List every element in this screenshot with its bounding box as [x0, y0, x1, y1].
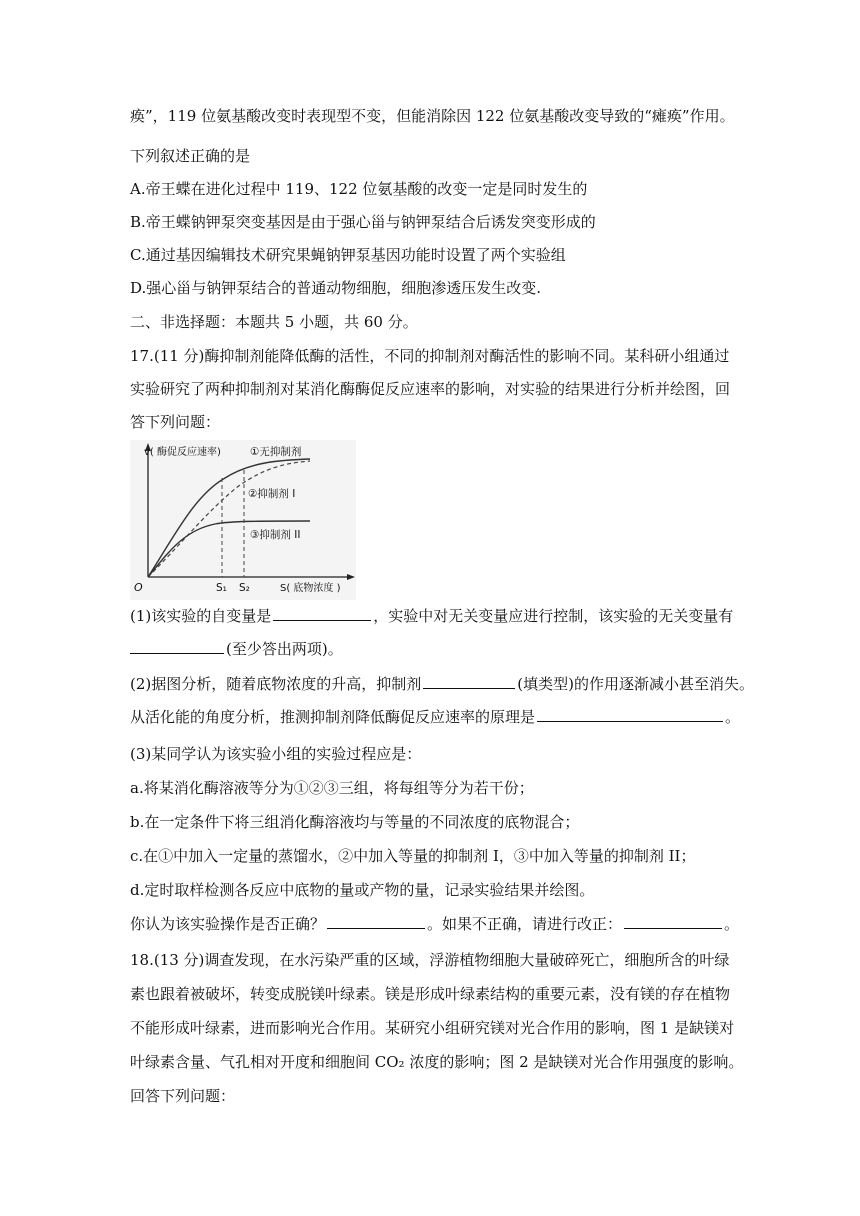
curve-2-label: ②抑制剂 I — [248, 488, 296, 500]
q1-middle: ，实验中对无关变量应进行控制，该实验的无关变量有 — [373, 607, 734, 625]
q3-middle: 。如果不正确，请进行改正： — [427, 915, 623, 933]
step-d: d.定时取样检测各反应中底物的量或产物的量，记录实验结果并绘图。 — [130, 881, 595, 899]
question-17-text: 17.(11 分)酶抑制剂能降低酶的活性，不同的抑制剂对酶活性的影响不同。某科研小组通过 — [130, 347, 730, 365]
q2-prefix: (2)据图分析，随着底物浓度的升高，抑制剂 — [130, 675, 422, 693]
question-17-text: 答下列问题： — [130, 413, 221, 431]
section-heading: 二、非选择题：本题共 5 小题，共 60 分。 — [130, 313, 418, 331]
curve-1-label: ①无抑制剂 — [250, 446, 302, 458]
option-c: C.通过基因编辑技术研究果蝇钠钾泵基因功能时设置了两个实验组 — [130, 246, 566, 264]
step-c: c.在①中加入一定量的蒸馏水，②中加入等量的抑制剂 I，③中加入等量的抑制剂 II； — [130, 847, 696, 865]
step-b: b.在一定条件下将三组消化酶溶液均与等量的不同浓度的底物混合； — [130, 813, 580, 831]
question-1 — [130, 604, 742, 628]
question-3-answer — [130, 912, 742, 936]
q1-suffix: (至少答出两项)。 — [226, 640, 343, 658]
answer-blank[interactable] — [327, 912, 425, 929]
answer-blank[interactable] — [537, 705, 723, 722]
step-a: a.将某消化酶溶液等分为①②③三组，将每组等分为若干份； — [130, 779, 534, 797]
option-d: D.强心甾与钠钾泵结合的普通动物细胞，细胞渗透压发生改变. — [130, 279, 542, 297]
q1-prefix: (1)该实验的自变量是 — [130, 607, 272, 625]
question-18-text: 18.(13 分)调查发现，在水污染严重的区域，浮游植物细胞大量破碎死亡，细胞所含的叶绿 — [130, 951, 730, 969]
question-17-text: 实验研究了两种抑制剂对某消化酶酶促反应速率的影响，对实验的结果进行分析并绘图，回 — [130, 380, 731, 398]
option-b: B.帝王蝶钠钾泵突变基因是由于强心甾与钠钾泵结合后诱发突变形成的 — [130, 213, 596, 231]
q2-middle: (填类型)的作用逐渐减小甚至消失。 — [517, 675, 754, 693]
text-line: 下列叙述正确的是 — [130, 147, 251, 165]
s1-tick-label: S₁ — [216, 582, 227, 594]
question-18-text: 叶绿素含量、气孔相对开度和细胞间 CO₂ 浓度的影响；图 2 是缺镁对光合作用强度的影响。 — [130, 1053, 744, 1071]
y-axis-label: v( 酶促反应速率) — [144, 447, 221, 458]
answer-blank[interactable] — [130, 637, 224, 654]
option-a: A.帝王蝶在进化过程中 119、122 位氨基酸的改变一定是同时发生的 — [130, 180, 588, 198]
x-axis-label: S( 底物浓度 ) — [280, 583, 341, 594]
question-2-cont — [130, 705, 742, 729]
origin-label: O — [134, 581, 143, 594]
q2-end: 。 — [725, 708, 741, 726]
question-18-text: 回答下列问题： — [130, 1087, 236, 1105]
question-3: (3)某同学认为该实验小组的实验过程应是： — [130, 745, 422, 763]
answer-blank[interactable] — [423, 672, 515, 689]
q3-end: 。 — [724, 915, 740, 933]
question-2 — [130, 672, 754, 696]
question-18-text: 不能形成叶绿素，进而影响光合作用。某研究小组研究镁对光合作用的影响，图 1 是缺镁对 — [130, 1019, 735, 1037]
curve-3-label: ③抑制剂 II — [250, 529, 301, 541]
answer-blank[interactable] — [273, 604, 371, 621]
answer-blank[interactable] — [624, 912, 722, 929]
reaction-rate-figure — [130, 440, 356, 600]
q2-prompt: 从活化能的角度分析，推测抑制剂降低酶促反应速率的原理是 — [130, 708, 536, 726]
question-1-cont — [130, 637, 742, 661]
s2-tick-label: S₂ — [239, 582, 250, 594]
question-18-text: 素也跟着被破坏，转变成脱镁叶绿素。镁是形成叶绿素结构的重要元素，没有镁的存在植物 — [130, 985, 731, 1003]
q3-prompt: 你认为该实验操作是否正确？ — [130, 915, 326, 933]
text-line: 痪”，119 位氨基酸改变时表现型不变，但能消除因 122 位氨基酸改变导致的“瘫痪”作用。 — [130, 107, 735, 125]
